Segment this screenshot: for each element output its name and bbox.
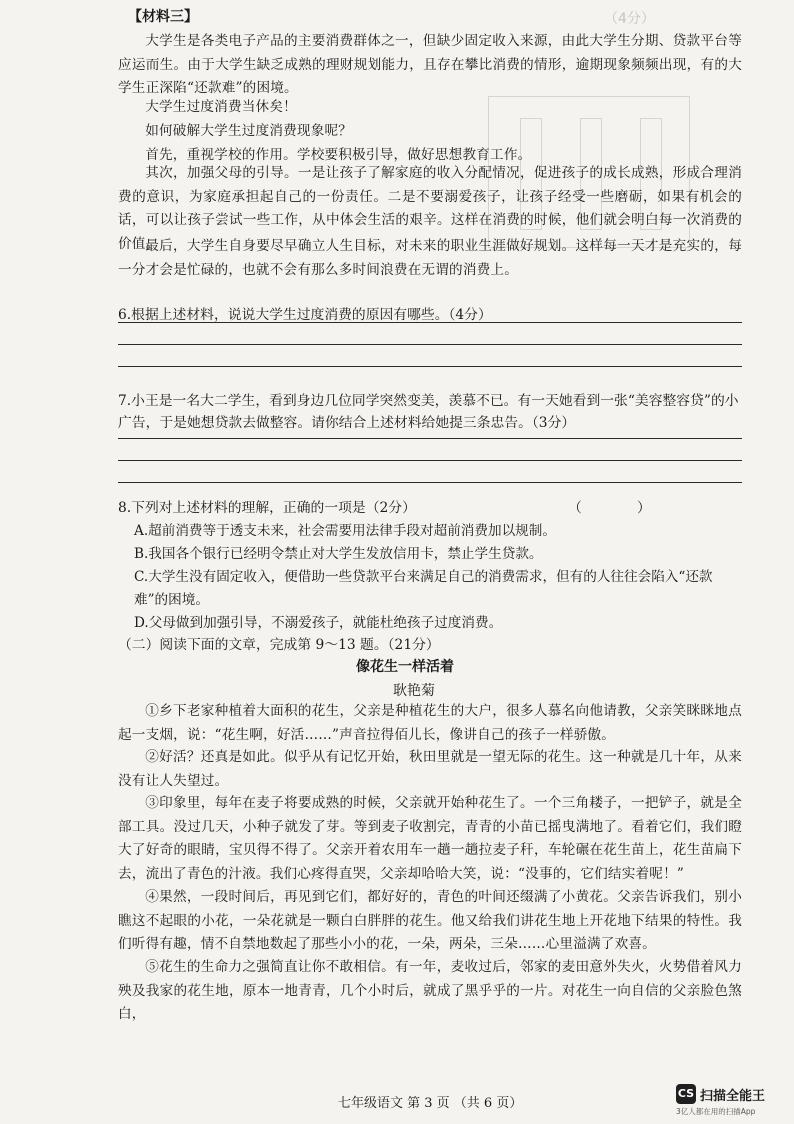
answer-line[interactable] [118,366,742,367]
article-author: 耿艳菊 [393,683,435,699]
scanner-logo-icon: CS [676,1084,696,1104]
answer-line[interactable] [118,344,742,345]
question-8-answer-blank[interactable]: （ ） [568,500,651,516]
part-two-heading: （二）阅读下面的文章，完成第 9～13 题。（21分） [118,637,440,653]
material-paragraph: 大学生是各类电子产品的主要消费群体之一，但缺少固定收入来源，由此大学生分期、贷款平台等应运而生。由于大学生缺乏成熟的理财规划能力，且存在攀比消费的情形，逾期现象频频出现，有的大学生正深陷“还款难”的困境。 [118,33,742,96]
answer-line[interactable] [118,482,742,483]
option-a: A.超前消费等于透支未来，社会需要用法律手段对超前消费加以规制。 [134,523,556,539]
material-paragraph: 首先，重视学校的作用。学校要积极引导，做好思想教育工作。 [145,147,532,163]
question-8 [118,497,416,519]
answer-line[interactable] [118,460,742,461]
option-c: C.大学生没有固定收入，便借助一些贷款平台来满足自己的消费需求，但有的人往往会陷入“还款难”的困境。 [134,569,713,608]
answer-line[interactable] [118,322,742,323]
answer-line[interactable] [118,438,742,439]
question-8-text: 8.下列对上述材料的理解，正确的一项是（2分） [118,500,416,516]
article-paragraph: ②好活？还真是如此。似乎从有记忆开始，秋田里就是一望无际的花生。这一种就是几十年，从来没有让人失望过。 [118,749,742,789]
material-paragraph: 其次，加强父母的引导。一是让孩子了解家庭的收入分配情况，促进孩子的成长成熟，形成合理消费的意识，为家庭承担起自己的一份责任。二是不要溺爱孩子，让孩子经受一些磨砺，如果有机会的话，可以让孩子尝试一些工作，从中体会生活的艰辛。这样在消费的时候，他们就会明白每一次消费的价值。 [118,165,742,252]
ghost-score-text: （4分） [604,11,655,27]
option-b: B.我国各个银行已经明令禁止对大学生发放信用卡，禁止学生贷款。 [134,546,543,562]
question-7: 7.小王是一名大二学生，看到身边几位同学突然变美，羡慕不已。有一天她看到一张“美容整容贷”的小广告，于是她想贷款去做整容。请你结合上述材料给她提三条忠告。（3分） [118,393,739,431]
material-paragraph: 如何破解大学生过度消费现象呢？ [145,123,353,139]
article-title: 像花生一样活着 [356,659,454,675]
question-6: 6.根据上述材料，说说大学生过度消费的原因有哪些。（4分） [118,307,492,323]
article-paragraph: ⑤花生的生命力之强简直让你不敢相信。有一年，麦收过后，邻家的麦田意外失火，火势借着风力殃及我家的花生地，原本一地青青，几个小时后，就成了黑乎乎的一片。对花生一向自信的父亲脸色煞白， [118,959,742,1022]
scanner-watermark [676,1082,788,1118]
article-paragraph: ③印象里，每年在麦子将要成熟的时候，父亲就开始种花生了。一个三角耧子，一把铲子，就是全部工具。没过几天，小种子就发了芽。等到麦子收割完，青青的小苗已摇曳满地了。看着它们，我们瞪大了好奇的眼睛，宝贝得不得了。父亲开着农用车一趟一趟拉麦子秆，车轮碾在花生苗上，花生苗扁下去，流出了青色的汁液。我们心疼得直哭，父亲却哈哈大笑，说：“没事的，它们结实着呢！” [118,795,742,882]
scanner-tagline: 3亿人都在用的扫描App [676,1107,756,1116]
material-paragraph: 最后，大学生自身要尽早确立人生目标，对未来的职业生涯做好规划。这样每一天才是充实的，每一分才会是忙碌的，也就不会有那么多时间浪费在无谓的消费上。 [118,238,742,278]
material-three-heading: 【材料三】 [128,9,198,25]
article-paragraph: ①乡下老家种植着大面积的花生，父亲是种植花生的大户，很多人慕名向他请教，父亲笑眯眯地点起一支烟，说：“花生啊，好活……”声音拉得佰儿长，像讲自己的孩子一样骄傲。 [118,703,742,743]
page-footer: 七年级语文 第 3 页 （共 6 页） [338,1096,523,1111]
article-paragraph: ④果然，一段时间后，再见到它们，都好好的，青色的叶间还缀满了小黄花。父亲告诉我们，别小瞧这不起眼的小花，一朵花就是一颗白白胖胖的花生。他又给我们讲花生地上开花地下结果的特性。我们听得有趣，情不自禁地数起了那些小小的花，一朵，两朵，三朵……心里溢满了欢喜。 [118,889,742,952]
scanner-brand-name: 扫描全能王 [700,1089,766,1104]
material-paragraph: 大学生过度消费当休矣！ [145,99,297,115]
option-d: D.父母做到加强引导，不溺爱孩子，就能杜绝孩子过度消费。 [134,615,503,631]
